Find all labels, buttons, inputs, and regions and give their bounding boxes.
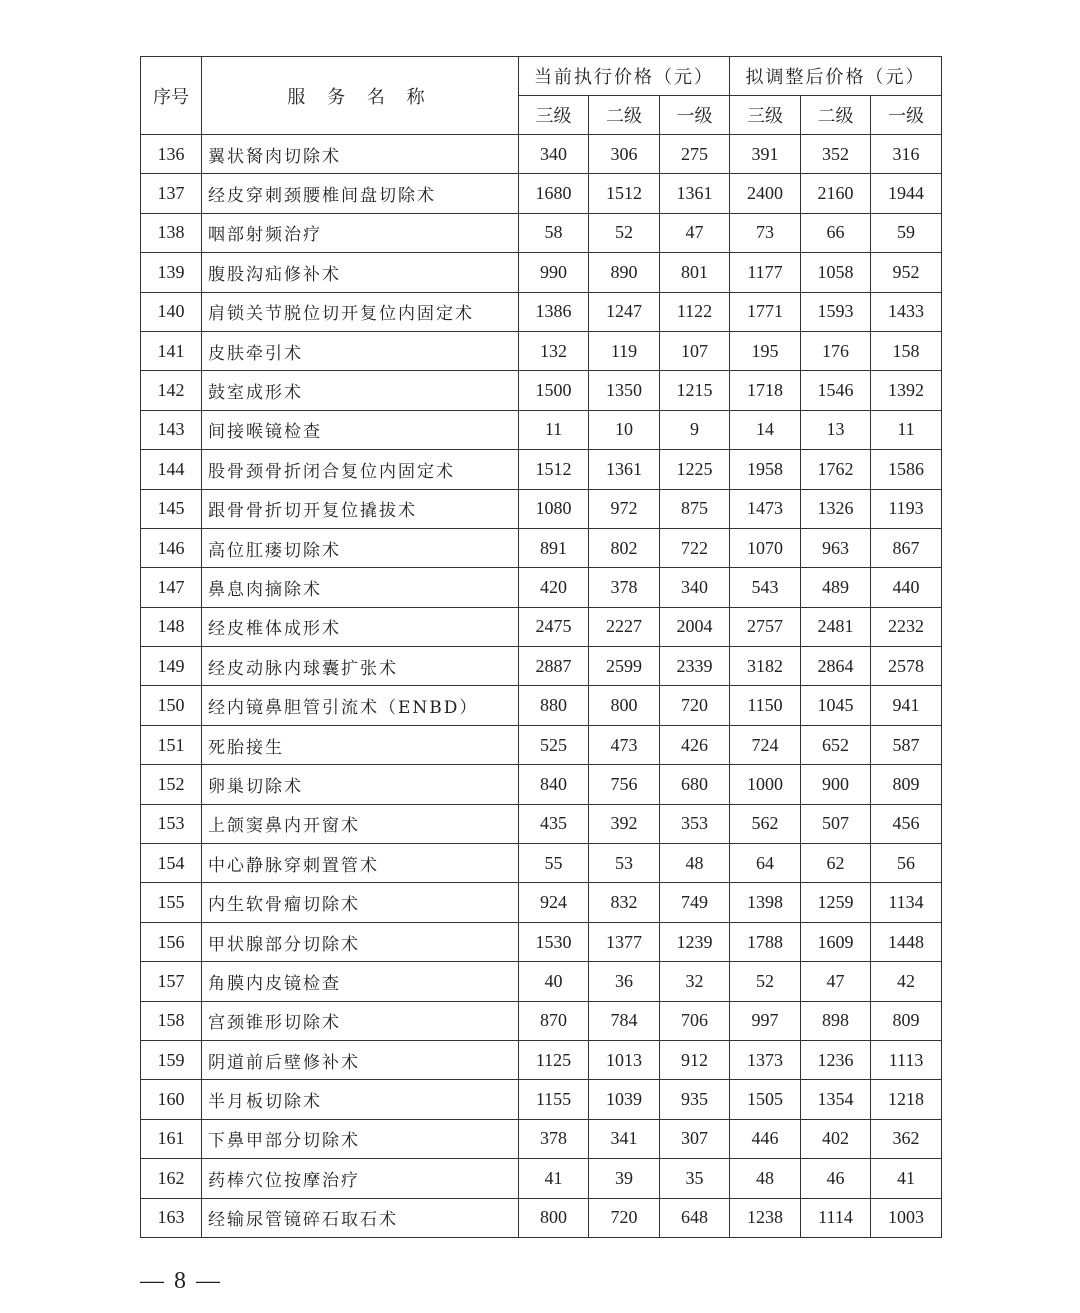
current-level-1: 107 — [660, 331, 730, 370]
adjusted-level-1: 42 — [871, 962, 942, 1001]
table-header — [141, 57, 942, 135]
adjusted-level-1: 1448 — [871, 922, 942, 961]
adjusted-level-1: 440 — [871, 568, 942, 607]
adjusted-level-2: 652 — [801, 725, 871, 764]
header-index: 序号 — [141, 57, 202, 135]
adjusted-level-2: 1259 — [801, 883, 871, 922]
service-name: 上颌窦鼻内开窗术 — [202, 804, 519, 843]
adjusted-level-3: 1398 — [730, 883, 801, 922]
adjusted-level-3: 1788 — [730, 922, 801, 961]
current-level-3: 1680 — [519, 174, 589, 213]
row-index: 137 — [141, 174, 202, 213]
table-body — [141, 135, 942, 1238]
current-level-1: 935 — [660, 1080, 730, 1119]
current-level-3: 2887 — [519, 647, 589, 686]
table-row — [141, 1040, 942, 1079]
table-row — [141, 253, 942, 292]
row-index: 161 — [141, 1119, 202, 1158]
service-name: 腹股沟疝修补术 — [202, 253, 519, 292]
current-level-2: 890 — [589, 253, 660, 292]
row-index: 152 — [141, 765, 202, 804]
adjusted-level-1: 941 — [871, 686, 942, 725]
table-row — [141, 725, 942, 764]
current-level-2: 802 — [589, 528, 660, 567]
adjusted-level-1: 1193 — [871, 489, 942, 528]
current-level-1: 706 — [660, 1001, 730, 1040]
header-level-1-current: 一级 — [660, 96, 730, 135]
adjusted-level-2: 507 — [801, 804, 871, 843]
current-level-1: 720 — [660, 686, 730, 725]
current-level-1: 801 — [660, 253, 730, 292]
row-index: 148 — [141, 607, 202, 646]
adjusted-level-2: 489 — [801, 568, 871, 607]
current-level-3: 378 — [519, 1119, 589, 1158]
current-level-3: 1512 — [519, 450, 589, 489]
adjusted-level-1: 1218 — [871, 1080, 942, 1119]
adjusted-level-3: 1771 — [730, 292, 801, 331]
current-level-1: 426 — [660, 725, 730, 764]
row-index: 162 — [141, 1159, 202, 1198]
adjusted-level-2: 898 — [801, 1001, 871, 1040]
header-level-2-current: 二级 — [589, 96, 660, 135]
row-index: 143 — [141, 410, 202, 449]
adjusted-level-1: 158 — [871, 331, 942, 370]
current-level-3: 40 — [519, 962, 589, 1001]
current-level-3: 55 — [519, 844, 589, 883]
current-level-1: 35 — [660, 1159, 730, 1198]
service-name: 下鼻甲部分切除术 — [202, 1119, 519, 1158]
current-level-2: 1361 — [589, 450, 660, 489]
service-name: 宫颈锥形切除术 — [202, 1001, 519, 1040]
current-level-1: 32 — [660, 962, 730, 1001]
adjusted-level-3: 1070 — [730, 528, 801, 567]
adjusted-level-1: 867 — [871, 528, 942, 567]
adjusted-level-3: 14 — [730, 410, 801, 449]
table-row — [141, 213, 942, 252]
service-name: 中心静脉穿刺置管术 — [202, 844, 519, 883]
current-level-1: 340 — [660, 568, 730, 607]
row-index: 163 — [141, 1198, 202, 1237]
current-level-2: 10 — [589, 410, 660, 449]
adjusted-level-2: 13 — [801, 410, 871, 449]
current-level-1: 1122 — [660, 292, 730, 331]
current-level-3: 1125 — [519, 1040, 589, 1079]
header-adjusted-price: 拟调整后价格（元） — [730, 57, 942, 96]
row-index: 146 — [141, 528, 202, 567]
current-level-1: 48 — [660, 844, 730, 883]
current-level-2: 1350 — [589, 371, 660, 410]
adjusted-level-3: 391 — [730, 135, 801, 174]
adjusted-level-1: 316 — [871, 135, 942, 174]
service-name: 经皮穿刺颈腰椎间盘切除术 — [202, 174, 519, 213]
row-index: 147 — [141, 568, 202, 607]
adjusted-level-2: 1058 — [801, 253, 871, 292]
current-level-2: 119 — [589, 331, 660, 370]
current-level-3: 525 — [519, 725, 589, 764]
current-level-1: 353 — [660, 804, 730, 843]
page-number: — 8 — — [140, 1268, 222, 1294]
adjusted-level-1: 587 — [871, 725, 942, 764]
table-row — [141, 1119, 942, 1158]
current-level-3: 132 — [519, 331, 589, 370]
service-name: 经输尿管镜碎石取石术 — [202, 1198, 519, 1237]
row-index: 144 — [141, 450, 202, 489]
table-row — [141, 647, 942, 686]
adjusted-level-3: 64 — [730, 844, 801, 883]
table-row — [141, 568, 942, 607]
current-level-2: 36 — [589, 962, 660, 1001]
service-name: 甲状腺部分切除术 — [202, 922, 519, 961]
current-level-2: 784 — [589, 1001, 660, 1040]
adjusted-level-2: 66 — [801, 213, 871, 252]
service-name: 高位肛瘘切除术 — [202, 528, 519, 567]
current-level-2: 756 — [589, 765, 660, 804]
current-level-1: 9 — [660, 410, 730, 449]
current-level-3: 880 — [519, 686, 589, 725]
adjusted-level-3: 724 — [730, 725, 801, 764]
adjusted-level-3: 3182 — [730, 647, 801, 686]
row-index: 150 — [141, 686, 202, 725]
adjusted-level-2: 47 — [801, 962, 871, 1001]
table-row — [141, 962, 942, 1001]
row-index: 141 — [141, 331, 202, 370]
current-level-2: 378 — [589, 568, 660, 607]
adjusted-level-2: 1326 — [801, 489, 871, 528]
row-index: 138 — [141, 213, 202, 252]
adjusted-level-2: 1354 — [801, 1080, 871, 1119]
current-level-1: 307 — [660, 1119, 730, 1158]
current-level-3: 1386 — [519, 292, 589, 331]
header-service-name: 服 务 名 称 — [202, 57, 519, 135]
service-name: 内生软骨瘤切除术 — [202, 883, 519, 922]
service-name: 鼻息肉摘除术 — [202, 568, 519, 607]
table-row — [141, 686, 942, 725]
table-row — [141, 292, 942, 331]
current-level-2: 52 — [589, 213, 660, 252]
current-level-2: 341 — [589, 1119, 660, 1158]
current-level-3: 1080 — [519, 489, 589, 528]
service-name: 死胎接生 — [202, 725, 519, 764]
adjusted-level-3: 997 — [730, 1001, 801, 1040]
adjusted-level-1: 456 — [871, 804, 942, 843]
row-index: 139 — [141, 253, 202, 292]
adjusted-level-1: 1003 — [871, 1198, 942, 1237]
header-level-1-adjusted: 一级 — [871, 96, 942, 135]
current-level-1: 2004 — [660, 607, 730, 646]
service-name: 阴道前后壁修补术 — [202, 1040, 519, 1079]
current-level-2: 800 — [589, 686, 660, 725]
adjusted-level-1: 1433 — [871, 292, 942, 331]
service-name: 半月板切除术 — [202, 1080, 519, 1119]
current-level-3: 800 — [519, 1198, 589, 1237]
adjusted-level-3: 1718 — [730, 371, 801, 410]
adjusted-level-3: 1473 — [730, 489, 801, 528]
current-level-3: 840 — [519, 765, 589, 804]
current-level-1: 912 — [660, 1040, 730, 1079]
adjusted-level-2: 2481 — [801, 607, 871, 646]
adjusted-level-3: 48 — [730, 1159, 801, 1198]
current-level-2: 972 — [589, 489, 660, 528]
table-row — [141, 1159, 942, 1198]
table-row — [141, 765, 942, 804]
current-level-3: 41 — [519, 1159, 589, 1198]
header-level-3-current: 三级 — [519, 96, 589, 135]
adjusted-level-3: 543 — [730, 568, 801, 607]
table-row — [141, 528, 942, 567]
adjusted-level-2: 352 — [801, 135, 871, 174]
row-index: 159 — [141, 1040, 202, 1079]
table-row — [141, 844, 942, 883]
table-row — [141, 1198, 942, 1237]
current-level-1: 2339 — [660, 647, 730, 686]
current-level-3: 870 — [519, 1001, 589, 1040]
current-level-2: 832 — [589, 883, 660, 922]
adjusted-level-1: 1134 — [871, 883, 942, 922]
row-index: 142 — [141, 371, 202, 410]
adjusted-level-3: 562 — [730, 804, 801, 843]
adjusted-level-3: 1177 — [730, 253, 801, 292]
row-index: 149 — [141, 647, 202, 686]
current-level-3: 891 — [519, 528, 589, 567]
current-level-2: 392 — [589, 804, 660, 843]
current-level-2: 1039 — [589, 1080, 660, 1119]
service-name: 跟骨骨折切开复位撬拔术 — [202, 489, 519, 528]
table-row — [141, 410, 942, 449]
row-index: 136 — [141, 135, 202, 174]
adjusted-level-3: 2757 — [730, 607, 801, 646]
current-level-3: 1530 — [519, 922, 589, 961]
row-index: 145 — [141, 489, 202, 528]
current-level-3: 990 — [519, 253, 589, 292]
header-level-2-adjusted: 二级 — [801, 96, 871, 135]
row-index: 154 — [141, 844, 202, 883]
service-name: 药棒穴位按摩治疗 — [202, 1159, 519, 1198]
current-level-2: 1377 — [589, 922, 660, 961]
service-name: 股骨颈骨折闭合复位内固定术 — [202, 450, 519, 489]
service-name: 角膜内皮镜检查 — [202, 962, 519, 1001]
current-level-3: 924 — [519, 883, 589, 922]
current-level-2: 1512 — [589, 174, 660, 213]
table-row — [141, 922, 942, 961]
current-level-1: 1215 — [660, 371, 730, 410]
current-level-1: 1361 — [660, 174, 730, 213]
table-row — [141, 1080, 942, 1119]
current-level-3: 11 — [519, 410, 589, 449]
adjusted-level-3: 2400 — [730, 174, 801, 213]
current-level-2: 720 — [589, 1198, 660, 1237]
adjusted-level-1: 1586 — [871, 450, 942, 489]
table-row — [141, 883, 942, 922]
current-level-1: 47 — [660, 213, 730, 252]
current-level-1: 749 — [660, 883, 730, 922]
adjusted-level-3: 195 — [730, 331, 801, 370]
header-level-3-adjusted: 三级 — [730, 96, 801, 135]
service-name: 鼓室成形术 — [202, 371, 519, 410]
row-index: 140 — [141, 292, 202, 331]
table-row — [141, 489, 942, 528]
table-row — [141, 135, 942, 174]
current-level-2: 39 — [589, 1159, 660, 1198]
adjusted-level-1: 59 — [871, 213, 942, 252]
adjusted-level-3: 1238 — [730, 1198, 801, 1237]
current-level-3: 58 — [519, 213, 589, 252]
current-level-2: 1013 — [589, 1040, 660, 1079]
row-index: 155 — [141, 883, 202, 922]
adjusted-level-2: 1546 — [801, 371, 871, 410]
adjusted-level-1: 1113 — [871, 1040, 942, 1079]
adjusted-level-2: 62 — [801, 844, 871, 883]
table-row — [141, 174, 942, 213]
current-level-1: 1225 — [660, 450, 730, 489]
adjusted-level-2: 1114 — [801, 1198, 871, 1237]
current-level-3: 340 — [519, 135, 589, 174]
current-level-2: 2599 — [589, 647, 660, 686]
service-name: 经皮椎体成形术 — [202, 607, 519, 646]
adjusted-level-1: 1392 — [871, 371, 942, 410]
row-index: 158 — [141, 1001, 202, 1040]
row-index: 157 — [141, 962, 202, 1001]
service-name: 间接喉镜检查 — [202, 410, 519, 449]
adjusted-level-3: 1373 — [730, 1040, 801, 1079]
adjusted-level-2: 402 — [801, 1119, 871, 1158]
adjusted-level-3: 1505 — [730, 1080, 801, 1119]
current-level-3: 1155 — [519, 1080, 589, 1119]
row-index: 151 — [141, 725, 202, 764]
adjusted-level-3: 1000 — [730, 765, 801, 804]
current-level-2: 2227 — [589, 607, 660, 646]
adjusted-level-3: 73 — [730, 213, 801, 252]
service-name: 卵巢切除术 — [202, 765, 519, 804]
adjusted-level-1: 11 — [871, 410, 942, 449]
adjusted-level-1: 41 — [871, 1159, 942, 1198]
current-level-3: 435 — [519, 804, 589, 843]
adjusted-level-2: 2864 — [801, 647, 871, 686]
current-level-1: 875 — [660, 489, 730, 528]
current-level-1: 275 — [660, 135, 730, 174]
table-row — [141, 804, 942, 843]
table-row — [141, 450, 942, 489]
current-level-2: 1247 — [589, 292, 660, 331]
current-level-3: 2475 — [519, 607, 589, 646]
current-level-3: 420 — [519, 568, 589, 607]
adjusted-level-1: 809 — [871, 1001, 942, 1040]
row-index: 153 — [141, 804, 202, 843]
current-level-1: 722 — [660, 528, 730, 567]
current-level-1: 648 — [660, 1198, 730, 1237]
current-level-2: 473 — [589, 725, 660, 764]
adjusted-level-3: 1150 — [730, 686, 801, 725]
adjusted-level-2: 2160 — [801, 174, 871, 213]
service-name: 咽部射频治疗 — [202, 213, 519, 252]
row-index: 156 — [141, 922, 202, 961]
current-level-2: 306 — [589, 135, 660, 174]
adjusted-level-2: 46 — [801, 1159, 871, 1198]
table-row — [141, 607, 942, 646]
adjusted-level-2: 1609 — [801, 922, 871, 961]
adjusted-level-1: 362 — [871, 1119, 942, 1158]
adjusted-level-1: 56 — [871, 844, 942, 883]
table-row — [141, 331, 942, 370]
adjusted-level-2: 963 — [801, 528, 871, 567]
adjusted-level-1: 2232 — [871, 607, 942, 646]
current-level-2: 53 — [589, 844, 660, 883]
adjusted-level-1: 2578 — [871, 647, 942, 686]
adjusted-level-2: 900 — [801, 765, 871, 804]
service-name: 经内镜鼻胆管引流术（ENBD） — [202, 686, 519, 725]
adjusted-level-3: 446 — [730, 1119, 801, 1158]
current-level-1: 680 — [660, 765, 730, 804]
price-table — [140, 56, 942, 1238]
table-row — [141, 1001, 942, 1040]
adjusted-level-1: 809 — [871, 765, 942, 804]
current-level-3: 1500 — [519, 371, 589, 410]
adjusted-level-2: 1045 — [801, 686, 871, 725]
header-current-price: 当前执行价格（元） — [519, 57, 730, 96]
row-index: 160 — [141, 1080, 202, 1119]
adjusted-level-2: 1236 — [801, 1040, 871, 1079]
service-name: 经皮动脉内球囊扩张术 — [202, 647, 519, 686]
adjusted-level-1: 1944 — [871, 174, 942, 213]
service-name: 皮肤牵引术 — [202, 331, 519, 370]
service-name: 翼状胬肉切除术 — [202, 135, 519, 174]
adjusted-level-2: 1593 — [801, 292, 871, 331]
adjusted-level-2: 1762 — [801, 450, 871, 489]
adjusted-level-2: 176 — [801, 331, 871, 370]
adjusted-level-1: 952 — [871, 253, 942, 292]
current-level-1: 1239 — [660, 922, 730, 961]
adjusted-level-3: 1958 — [730, 450, 801, 489]
table-row — [141, 371, 942, 410]
adjusted-level-3: 52 — [730, 962, 801, 1001]
service-name: 肩锁关节脱位切开复位内固定术 — [202, 292, 519, 331]
